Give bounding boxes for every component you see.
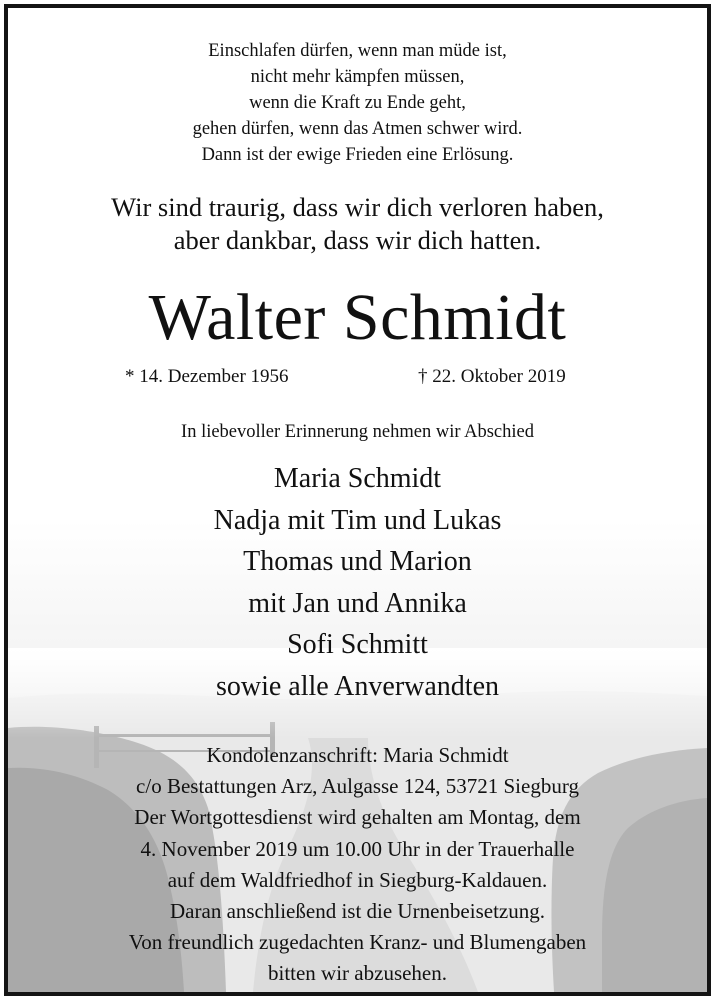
poem-line: wenn die Kraft zu Ende geht, <box>249 93 466 113</box>
service-info-line: Der Wortgottesdienst wird gehalten am Montag, dem <box>134 805 581 830</box>
poem-line: nicht mehr kämpfen müssen, <box>250 67 465 87</box>
service-info-line: auf dem Waldfriedhof in Siegburg-Kaldauen. <box>167 867 548 892</box>
flowers-note-line: Von freundlich zugedachten Kranz- und Blumengaben <box>128 930 587 955</box>
poem-line: Einschlafen dürfen, wenn man müde ist, <box>208 41 507 61</box>
death-date: † 22. Oktober 2019 <box>418 366 566 387</box>
poem-line: gehen dürfen, wenn das Atmen schwer wird. <box>192 119 523 139</box>
poem <box>8 38 707 168</box>
poem-line: Dann ist der ewige Frieden eine Erlösung. <box>201 145 514 165</box>
quote-line: aber dankbar, dass wir dich hatten. <box>173 225 542 255</box>
condolence-address: Kondolenzanschrift: Maria Schmidt <box>206 743 509 767</box>
mourner-entry: Maria Schmidt <box>273 463 442 494</box>
life-dates <box>8 364 707 390</box>
mourner-entry: Sofi Schmitt <box>287 629 428 660</box>
funeral-info <box>8 740 707 990</box>
birth-date: * 14. Dezember 1956 <box>125 366 289 387</box>
obituary-card <box>4 4 711 996</box>
deceased-name: Walter Schmidt <box>148 281 567 354</box>
mourner-entry: Nadja mit Tim und Lukas <box>213 504 502 536</box>
quote <box>8 191 707 257</box>
quote-line: Wir sind traurig, dass wir dich verloren haben, <box>111 192 604 222</box>
mourner-entry: sowie alle Anverwandten <box>215 670 500 702</box>
flowers-note-line: bitten wir abzusehen. <box>267 961 448 986</box>
burial-info-line: Daran anschließend ist die Urnenbeisetzung. <box>170 899 545 924</box>
condolence-address-line: c/o Bestattungen Arz, Aulgasse 124, 53721 Siegburg <box>136 774 579 799</box>
farewell-intro: In liebevoller Erinnerung nehmen wir Abschied <box>181 422 534 442</box>
service-info-line: 4. November 2019 um 10.00 Uhr in der Trauerhalle <box>140 836 575 861</box>
mourner-entry: Thomas und Marion <box>243 546 472 577</box>
mourners-list <box>8 458 707 707</box>
mourner-entry: mit Jan und Annika <box>248 587 467 619</box>
